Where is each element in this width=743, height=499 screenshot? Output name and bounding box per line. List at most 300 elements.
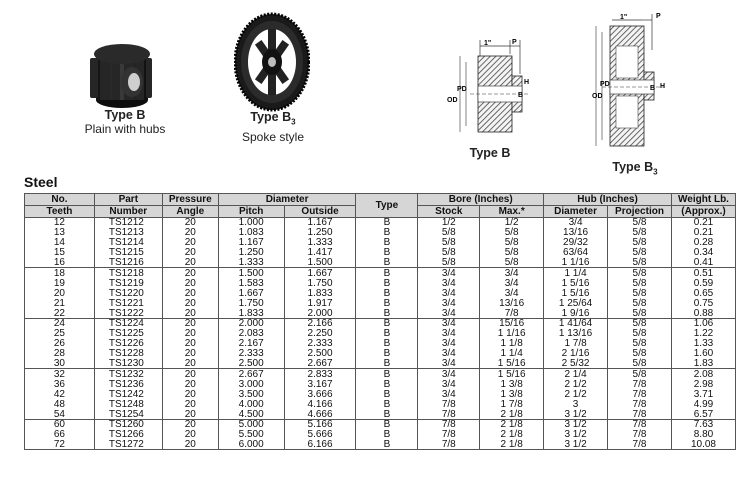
cell-hub-dia: 2 5/32 xyxy=(544,359,608,369)
cell-pressure-angle: 20 xyxy=(162,248,218,258)
type-b-technical-drawing xyxy=(444,34,540,144)
cell-outside-dia: 1.500 xyxy=(284,258,356,268)
cell-type: B xyxy=(356,329,418,339)
cell-weight: 2.98 xyxy=(671,379,735,389)
cell-no-teeth: 21 xyxy=(25,298,95,308)
cell-hub-dia: 3 xyxy=(544,399,608,409)
cell-type: B xyxy=(356,440,418,450)
cell-pitch-dia: 3.500 xyxy=(218,389,284,399)
cell-no-teeth: 22 xyxy=(25,308,95,318)
cell-bore-stock: 7/8 xyxy=(418,440,480,450)
cell-bore-stock: 3/4 xyxy=(418,308,480,318)
cell-outside-dia: 1.167 xyxy=(284,218,356,228)
col-weight-1: Weight Lb. xyxy=(671,194,735,206)
type-b3-drawing-name: Type $B_3$ xyxy=(612,160,658,177)
table-row xyxy=(25,369,736,379)
cell-pitch-dia: 1.167 xyxy=(218,238,284,248)
cell-no-teeth: 72 xyxy=(25,440,95,450)
cell-part-number: TS1236 xyxy=(94,379,162,389)
cell-no-teeth: 30 xyxy=(25,359,95,369)
cell-bore-max: 1 1/16 xyxy=(480,329,544,339)
cell-outside-dia: 5.166 xyxy=(284,419,356,429)
hub-label: H xyxy=(660,83,666,90)
table-row xyxy=(25,329,736,339)
col-no-teeth-2: Teeth xyxy=(25,206,95,218)
cell-hub-projection: 5/8 xyxy=(608,218,672,228)
cell-no-teeth: 13 xyxy=(25,228,95,238)
cell-hub-projection: 5/8 xyxy=(608,288,672,298)
col-hub: Hub (Inches) xyxy=(544,194,672,206)
cell-hub-projection: 7/8 xyxy=(608,419,672,429)
cell-hub-dia: 3 1/2 xyxy=(544,419,608,429)
cell-pressure-angle: 20 xyxy=(162,339,218,349)
cell-bore-stock: 7/8 xyxy=(418,399,480,409)
cell-pressure-angle: 20 xyxy=(162,349,218,359)
cell-pitch-dia: 5.000 xyxy=(218,419,284,429)
cell-weight: 1.83 xyxy=(671,359,735,369)
cell-pitch-dia: 1.250 xyxy=(218,248,284,258)
cell-bore-stock: 5/8 xyxy=(418,258,480,268)
cell-pitch-dia: 1.083 xyxy=(218,228,284,238)
cell-hub-dia: 1 7/8 xyxy=(544,339,608,349)
cell-type: B xyxy=(356,409,418,419)
cell-hub-dia: 2 1/4 xyxy=(544,369,608,379)
cell-bore-stock: 5/8 xyxy=(418,248,480,258)
cell-weight: 0.41 xyxy=(671,258,735,268)
col-pressure-2: Angle xyxy=(162,206,218,218)
cell-outside-dia: 1.417 xyxy=(284,248,356,258)
cell-type: B xyxy=(356,238,418,248)
cell-pressure-angle: 20 xyxy=(162,409,218,419)
cell-pressure-angle: 20 xyxy=(162,308,218,318)
cell-part-number: TS1213 xyxy=(94,228,162,238)
cell-no-teeth: 60 xyxy=(25,419,95,429)
cell-part-number: TS1216 xyxy=(94,258,162,268)
cell-hub-dia: 13/16 xyxy=(544,228,608,238)
cell-outside-dia: 2.833 xyxy=(284,369,356,379)
col-outside: Outside xyxy=(284,206,356,218)
cell-pressure-angle: 20 xyxy=(162,228,218,238)
cell-part-number: TS1242 xyxy=(94,389,162,399)
cell-outside-dia: 2.667 xyxy=(284,359,356,369)
cell-hub-projection: 5/8 xyxy=(608,258,672,268)
cell-bore-stock: 1/2 xyxy=(418,218,480,228)
cell-outside-dia: 1.750 xyxy=(284,278,356,288)
table-row xyxy=(25,218,736,228)
cell-bore-max: 1 5/16 xyxy=(480,369,544,379)
section-title: Steel xyxy=(24,174,58,190)
col-pitch: Pitch xyxy=(218,206,284,218)
cell-part-number: TS1225 xyxy=(94,329,162,339)
cell-pitch-dia: 2.000 xyxy=(218,318,284,328)
cell-hub-dia: 29/32 xyxy=(544,238,608,248)
cell-part-number: TS1222 xyxy=(94,308,162,318)
hub-label: H xyxy=(524,79,530,86)
cell-bore-max: 1 5/16 xyxy=(480,359,544,369)
cell-part-number: TS1226 xyxy=(94,339,162,349)
cell-hub-dia: 1 5/16 xyxy=(544,288,608,298)
cell-hub-dia: 1 9/16 xyxy=(544,308,608,318)
cell-pitch-dia: 2.333 xyxy=(218,349,284,359)
cell-pitch-dia: 3.000 xyxy=(218,379,284,389)
cell-pitch-dia: 5.500 xyxy=(218,429,284,439)
cell-hub-dia: 3 1/2 xyxy=(544,409,608,419)
cell-pressure-angle: 20 xyxy=(162,218,218,228)
type-b3-description: Spoke style xyxy=(241,129,305,144)
type-b-drawing-name: Type B xyxy=(469,146,511,160)
table-row xyxy=(25,419,736,429)
cell-pitch-dia: 2.083 xyxy=(218,329,284,339)
cell-type: B xyxy=(356,318,418,328)
cell-hub-projection: 5/8 xyxy=(608,278,672,288)
cell-bore-max: 2 1/8 xyxy=(480,440,544,450)
cell-weight: 0.59 xyxy=(671,278,735,288)
col-part-2: Number xyxy=(94,206,162,218)
cell-no-teeth: 48 xyxy=(25,399,95,409)
cell-pressure-angle: 20 xyxy=(162,369,218,379)
cell-weight: 10.08 xyxy=(671,440,735,450)
cell-weight: 4.99 xyxy=(671,399,735,409)
type-b3-drawing-caption xyxy=(595,160,675,180)
cell-no-teeth: 14 xyxy=(25,238,95,248)
cell-type: B xyxy=(356,248,418,258)
col-diameter: Diameter xyxy=(218,194,356,206)
cell-no-teeth: 36 xyxy=(25,379,95,389)
cell-hub-projection: 7/8 xyxy=(608,399,672,409)
table-row xyxy=(25,389,736,399)
cell-hub-projection: 7/8 xyxy=(608,389,672,399)
cell-weight: 0.65 xyxy=(671,288,735,298)
cell-pitch-dia: 1.583 xyxy=(218,278,284,288)
cell-hub-dia: 1 5/16 xyxy=(544,278,608,288)
cell-bore-max: 5/8 xyxy=(480,248,544,258)
cell-no-teeth: 26 xyxy=(25,339,95,349)
cell-part-number: TS1254 xyxy=(94,409,162,419)
cell-hub-projection: 7/8 xyxy=(608,379,672,389)
pitch-dia-label: PD xyxy=(600,81,610,88)
table-row xyxy=(25,318,736,328)
table-row xyxy=(25,258,736,268)
cell-hub-dia: 63/64 xyxy=(544,248,608,258)
cell-pressure-angle: 20 xyxy=(162,298,218,308)
cell-outside-dia: 2.166 xyxy=(284,318,356,328)
cell-bore-stock: 3/4 xyxy=(418,349,480,359)
type-b-drawing-caption xyxy=(450,146,530,160)
cell-bore-max: 5/8 xyxy=(480,228,544,238)
cell-outside-dia: 1.333 xyxy=(284,238,356,248)
cell-pressure-angle: 20 xyxy=(162,288,218,298)
cell-type: B xyxy=(356,339,418,349)
cell-part-number: TS1218 xyxy=(94,268,162,278)
table-row xyxy=(25,359,736,369)
cell-bore-stock: 5/8 xyxy=(418,228,480,238)
cell-no-teeth: 24 xyxy=(25,318,95,328)
cell-part-number: TS1221 xyxy=(94,298,162,308)
cell-type: B xyxy=(356,429,418,439)
cell-hub-projection: 7/8 xyxy=(608,409,672,419)
cell-type: B xyxy=(356,218,418,228)
cell-weight: 3.71 xyxy=(671,389,735,399)
cell-part-number: TS1214 xyxy=(94,238,162,248)
cell-type: B xyxy=(356,379,418,389)
col-bore: Bore (Inches) xyxy=(418,194,544,206)
cell-weight: 0.75 xyxy=(671,298,735,308)
cell-bore-stock: 3/4 xyxy=(418,359,480,369)
cell-hub-projection: 5/8 xyxy=(608,298,672,308)
table-row xyxy=(25,409,736,419)
cell-bore-max: 5/8 xyxy=(480,258,544,268)
type-b3-technical-drawing xyxy=(590,10,680,160)
table-row xyxy=(25,228,736,238)
cell-weight: 7.63 xyxy=(671,419,735,429)
cell-outside-dia: 6.166 xyxy=(284,440,356,450)
cell-type: B xyxy=(356,228,418,238)
type-b3-caption xyxy=(218,110,328,144)
spec-table xyxy=(24,193,736,450)
col-max: Max.* xyxy=(480,206,544,218)
cell-pitch-dia: 1.333 xyxy=(218,258,284,268)
cell-part-number: TS1220 xyxy=(94,288,162,298)
cell-no-teeth: 25 xyxy=(25,329,95,339)
cell-bore-stock: 7/8 xyxy=(418,429,480,439)
cell-part-number: TS1212 xyxy=(94,218,162,228)
cell-hub-dia: 1 1/16 xyxy=(544,258,608,268)
cell-hub-projection: 5/8 xyxy=(608,329,672,339)
cell-hub-dia: 1 13/16 xyxy=(544,329,608,339)
width-dim: 1" xyxy=(620,14,628,21)
cell-pressure-angle: 20 xyxy=(162,399,218,409)
cell-no-teeth: 42 xyxy=(25,389,95,399)
cell-weight: 1.60 xyxy=(671,349,735,359)
cell-pitch-dia: 1.750 xyxy=(218,298,284,308)
type-b-name: Type B xyxy=(104,108,146,122)
cell-part-number: TS1228 xyxy=(94,349,162,359)
cell-bore-max: 2 1/8 xyxy=(480,429,544,439)
cell-type: B xyxy=(356,268,418,278)
cell-bore-max: 1/2 xyxy=(480,218,544,228)
cell-bore-max: 7/8 xyxy=(480,308,544,318)
table-row xyxy=(25,339,736,349)
cell-type: B xyxy=(356,399,418,409)
cell-hub-dia: 2 1/16 xyxy=(544,349,608,359)
cell-bore-max: 3/4 xyxy=(480,278,544,288)
cell-type: B xyxy=(356,359,418,369)
cell-pitch-dia: 1.667 xyxy=(218,288,284,298)
cell-pressure-angle: 20 xyxy=(162,238,218,248)
cell-no-teeth: 20 xyxy=(25,288,95,298)
col-stock: Stock xyxy=(418,206,480,218)
cell-pressure-angle: 20 xyxy=(162,258,218,268)
cell-bore-stock: 3/4 xyxy=(418,369,480,379)
type-b-caption xyxy=(70,108,180,136)
cell-bore-max: 2 1/8 xyxy=(480,409,544,419)
cell-pressure-angle: 20 xyxy=(162,440,218,450)
cell-weight: 0.88 xyxy=(671,308,735,318)
cell-outside-dia: 3.167 xyxy=(284,379,356,389)
cell-bore-stock: 7/8 xyxy=(418,409,480,419)
bore-label: B xyxy=(650,85,656,92)
cell-type: B xyxy=(356,288,418,298)
cell-hub-projection: 7/8 xyxy=(608,429,672,439)
cell-outside-dia: 1.667 xyxy=(284,268,356,278)
cell-no-teeth: 18 xyxy=(25,268,95,278)
type-b-gear-photo xyxy=(76,36,166,112)
cell-part-number: TS1260 xyxy=(94,419,162,429)
cell-bore-stock: 3/4 xyxy=(418,318,480,328)
cell-pressure-angle: 20 xyxy=(162,329,218,339)
cell-part-number: TS1215 xyxy=(94,248,162,258)
cell-pressure-angle: 20 xyxy=(162,268,218,278)
cell-pressure-angle: 20 xyxy=(162,389,218,399)
cell-weight: 0.21 xyxy=(671,218,735,228)
cell-bore-max: 3/4 xyxy=(480,288,544,298)
table-row xyxy=(25,288,736,298)
cell-hub-dia: 3 1/2 xyxy=(544,440,608,450)
cell-type: B xyxy=(356,349,418,359)
cell-type: B xyxy=(356,278,418,288)
cell-bore-max: 5/8 xyxy=(480,238,544,248)
cell-bore-stock: 3/4 xyxy=(418,379,480,389)
col-no-teeth-1: No. xyxy=(25,194,95,206)
cell-outside-dia: 1.917 xyxy=(284,298,356,308)
cell-outside-dia: 3.666 xyxy=(284,389,356,399)
cell-outside-dia: 2.000 xyxy=(284,308,356,318)
cell-bore-max: 2 1/8 xyxy=(480,419,544,429)
cell-weight: 1.33 xyxy=(671,339,735,349)
cell-hub-projection: 5/8 xyxy=(608,318,672,328)
cell-hub-dia: 1 1/4 xyxy=(544,268,608,278)
col-hub-dia: Diameter xyxy=(544,206,608,218)
cell-part-number: TS1219 xyxy=(94,278,162,288)
cell-pitch-dia: 2.500 xyxy=(218,359,284,369)
cell-hub-projection: 7/8 xyxy=(608,440,672,450)
cell-outside-dia: 5.666 xyxy=(284,429,356,439)
projection-dim: P xyxy=(656,13,661,20)
cell-bore-stock: 3/4 xyxy=(418,288,480,298)
cell-pitch-dia: 4.000 xyxy=(218,399,284,409)
cell-hub-dia: 1 41/64 xyxy=(544,318,608,328)
table-row xyxy=(25,379,736,389)
cell-no-teeth: 32 xyxy=(25,369,95,379)
cell-pressure-angle: 20 xyxy=(162,379,218,389)
cell-bore-stock: 3/4 xyxy=(418,278,480,288)
cell-bore-stock: 3/4 xyxy=(418,268,480,278)
cell-bore-max: 3/4 xyxy=(480,268,544,278)
cell-no-teeth: 28 xyxy=(25,349,95,359)
cell-pressure-angle: 20 xyxy=(162,419,218,429)
cell-hub-dia: 3/4 xyxy=(544,218,608,228)
col-part-1: Part xyxy=(94,194,162,206)
cell-bore-stock: 3/4 xyxy=(418,329,480,339)
table-row xyxy=(25,298,736,308)
bore-label: B xyxy=(518,92,524,99)
cell-hub-projection: 5/8 xyxy=(608,238,672,248)
cell-pressure-angle: 20 xyxy=(162,278,218,288)
cell-weight: 8.80 xyxy=(671,429,735,439)
cell-no-teeth: 16 xyxy=(25,258,95,268)
cell-bore-stock: 3/4 xyxy=(418,298,480,308)
cell-pitch-dia: 1.500 xyxy=(218,268,284,278)
projection-dim: P xyxy=(512,39,517,46)
table-row xyxy=(25,238,736,248)
col-pressure-1: Pressure xyxy=(162,194,218,206)
cell-pressure-angle: 20 xyxy=(162,318,218,328)
cell-no-teeth: 66 xyxy=(25,429,95,439)
cell-outside-dia: 4.666 xyxy=(284,409,356,419)
cell-hub-projection: 5/8 xyxy=(608,228,672,238)
cell-weight: 0.21 xyxy=(671,228,735,238)
cell-pitch-dia: 2.667 xyxy=(218,369,284,379)
cell-part-number: TS1266 xyxy=(94,429,162,439)
type-b3-spoke-gear-photo xyxy=(234,12,310,112)
cell-pitch-dia: 2.167 xyxy=(218,339,284,349)
col-type: Type xyxy=(356,194,418,218)
cell-no-teeth: 12 xyxy=(25,218,95,228)
cell-pressure-angle: 20 xyxy=(162,359,218,369)
cell-hub-projection: 5/8 xyxy=(608,308,672,318)
cell-bore-max: 15/16 xyxy=(480,318,544,328)
cell-hub-projection: 5/8 xyxy=(608,248,672,258)
cell-outside-dia: 2.333 xyxy=(284,339,356,349)
cell-weight: 0.34 xyxy=(671,248,735,258)
width-dim: 1" xyxy=(484,40,492,47)
product-illustrations xyxy=(0,0,743,178)
cell-weight: 1.22 xyxy=(671,329,735,339)
cell-no-teeth: 15 xyxy=(25,248,95,258)
cell-type: B xyxy=(356,258,418,268)
cell-hub-projection: 5/8 xyxy=(608,268,672,278)
cell-hub-dia: 2 1/2 xyxy=(544,389,608,399)
cell-hub-projection: 5/8 xyxy=(608,369,672,379)
table-row xyxy=(25,399,736,409)
cell-bore-max: 1 1/8 xyxy=(480,339,544,349)
cell-pitch-dia: 4.500 xyxy=(218,409,284,419)
outside-dia-label: OD xyxy=(592,93,603,100)
cell-weight: 2.08 xyxy=(671,369,735,379)
cell-outside-dia: 2.250 xyxy=(284,329,356,339)
type-b3-name: Type $B_3$ xyxy=(250,110,296,127)
cell-type: B xyxy=(356,298,418,308)
cell-part-number: TS1230 xyxy=(94,359,162,369)
cell-hub-dia: 1 25/64 xyxy=(544,298,608,308)
cell-type: B xyxy=(356,369,418,379)
cell-bore-max: 13/16 xyxy=(480,298,544,308)
cell-weight: 6.57 xyxy=(671,409,735,419)
cell-part-number: TS1248 xyxy=(94,399,162,409)
col-weight-2: (Approx.) xyxy=(671,206,735,218)
cell-hub-projection: 5/8 xyxy=(608,359,672,369)
cell-hub-dia: 2 1/2 xyxy=(544,379,608,389)
cell-outside-dia: 1.250 xyxy=(284,228,356,238)
col-projection: Projection xyxy=(608,206,672,218)
spec-table-body xyxy=(25,218,736,450)
cell-weight: 1.06 xyxy=(671,318,735,328)
cell-part-number: TS1272 xyxy=(94,440,162,450)
cell-bore-stock: 3/4 xyxy=(418,389,480,399)
cell-pitch-dia: 6.000 xyxy=(218,440,284,450)
cell-bore-max: 1 3/8 xyxy=(480,379,544,389)
cell-bore-stock: 5/8 xyxy=(418,238,480,248)
cell-outside-dia: 1.833 xyxy=(284,288,356,298)
cell-type: B xyxy=(356,419,418,429)
cell-bore-max: 1 7/8 xyxy=(480,399,544,409)
cell-bore-stock: 7/8 xyxy=(418,419,480,429)
pitch-dia-label: PD xyxy=(457,86,467,93)
cell-outside-dia: 4.166 xyxy=(284,399,356,409)
cell-bore-max: 1 1/4 xyxy=(480,349,544,359)
cell-weight: 0.28 xyxy=(671,238,735,248)
cell-type: B xyxy=(356,389,418,399)
